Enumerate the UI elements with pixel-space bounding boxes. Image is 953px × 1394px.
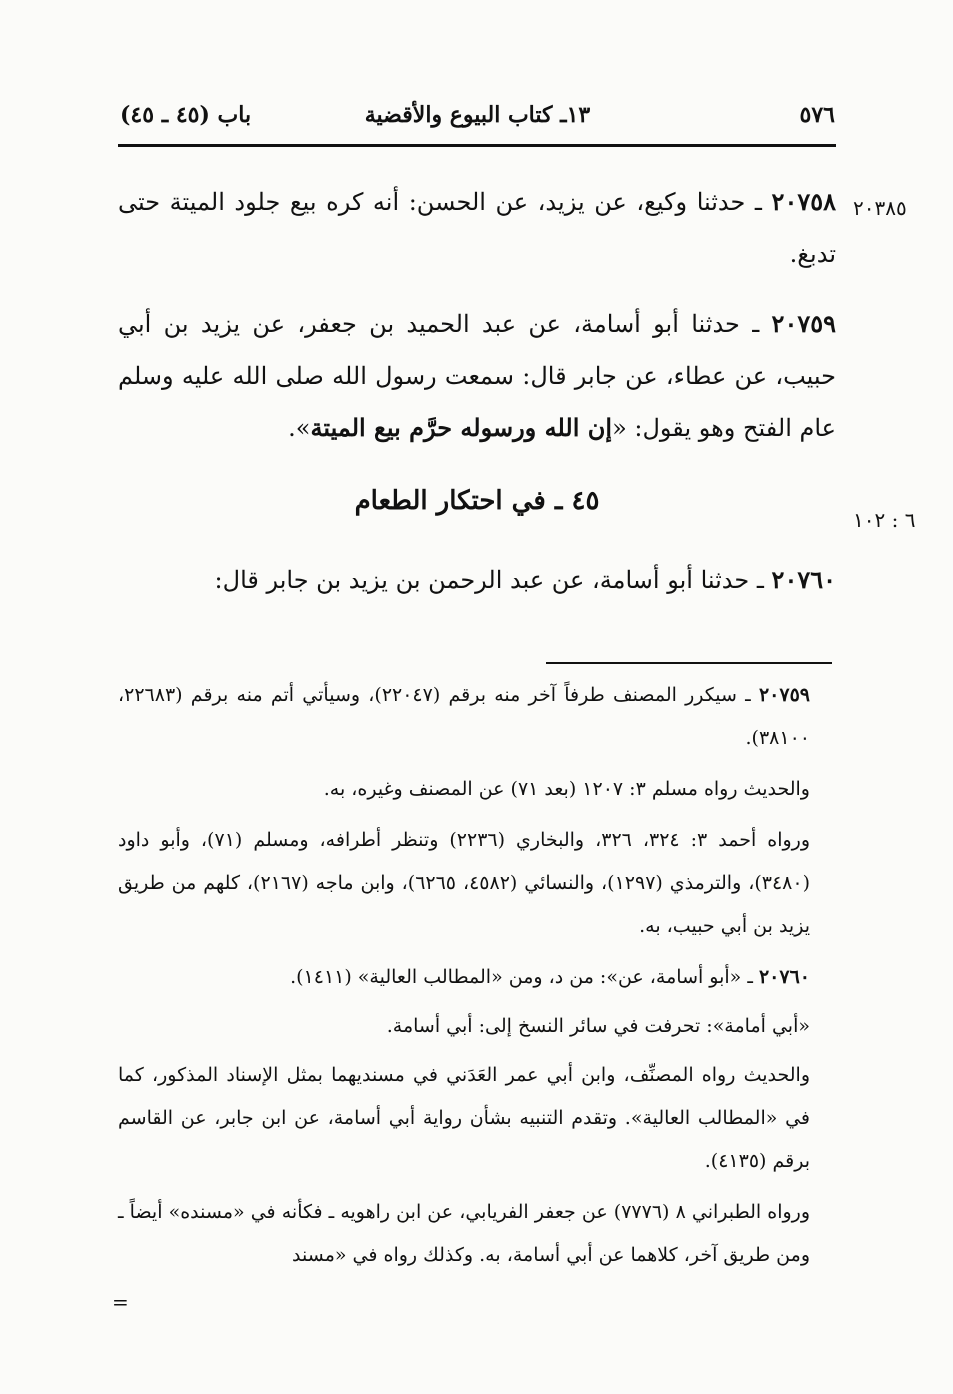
footnote-paragraph: ورواه الطبراني ٨ (٧٧٧٦) عن جعفر الفريابي، عن ابن راهويه ـ فكأنه في «مسنده» أيضاً ـ ومن طريق آخر، كلاهما عن أبي أسامة، به. وكذلك رواه في «مسند	[118, 1201, 811, 1266]
hadith-text: ـ حدثنا وكيع، عن يزيد، عن الحسن: أنه كره بيع جلود الميتة حتى تدبغ.	[118, 188, 836, 268]
footnote-paragraph	[118, 674, 836, 760]
footnote-paragraph: والحديث رواه مسلم ٣: ١٢٠٧ (بعد ٧١) عن المصنف وغيره، به.	[323, 778, 810, 800]
margin-reference-1: ٢٠٣٨٥	[853, 196, 907, 220]
hadith-paragraph	[118, 298, 836, 454]
footnote-paragraph: والحديث رواه المصنِّف، وابن أبي عمر العَدَني في مسنديهما بمثل الإسناد المذكور، كما في «المطالب العالية». وتقدم التنبيه بشأن رواية أبي أسامة، عن ابن جابر، عن القاسم برقم (٤١٣٥).	[118, 1064, 810, 1172]
hadith-number: ٢٠٧٦٠	[771, 565, 836, 594]
footnote-number: ٢٠٧٥٩	[758, 684, 810, 706]
footnote-text: ـ سيكرر المصنف طرفاً آخر منه برقم (٢٢٠٤٧)، وسيأتي أتم منه برقم (٢٢٦٨٣، ٣٨١٠٠).	[118, 684, 810, 749]
page-header	[120, 96, 835, 140]
margin-reference-2: ٦ : ١٠٢	[853, 508, 916, 532]
footnote-paragraph: «أبي أمامة»: تحرفت في سائر النسخ إلى: أبي أسامة.	[386, 1015, 810, 1037]
hadith-number: ٢٠٧٥٩	[771, 309, 836, 338]
section-title: ٤٥ ـ في احتكار الطعام	[354, 486, 600, 516]
footnote-separator	[546, 662, 832, 664]
footnote-paragraph: ورواه أحمد ٣: ٣٢٤، ٣٢٦، والبخاري (٢٢٣٦) وتنظر أطرافه، ومسلم (٧١)، وأبو داود (٣٤٨٠)، والترمذي (١٢٩٧)، والنسائي (٤٥٨٢، ٦٢٦٥)، وابن ماجه (٢١٦٧)، كلهم من طريق يزيد بن أبي حبيب، به.	[118, 829, 811, 937]
hadith-paragraph	[118, 176, 836, 280]
book-title: ١٣ـ كتاب البيوع والأقضية	[364, 102, 591, 128]
hadith-20760	[118, 554, 836, 606]
hadith-text: ـ حدثنا أبو أسامة، عن عبد الرحمن بن يزيد بن جابر قال:	[214, 566, 764, 594]
footnotes	[118, 674, 836, 1277]
hadith-paragraph	[118, 554, 836, 606]
footnote-paragraph	[118, 956, 836, 999]
page-number: ٥٧٦	[799, 102, 835, 128]
footnote-number: ٢٠٧٦٠	[758, 966, 810, 988]
footnote-text: ـ «أبو أسامة، عن»: من د، ومن «المطالب العالية» (١٤١١).	[290, 966, 753, 988]
chapter-reference: باب (٤٥ ـ ٤٥)	[120, 102, 252, 128]
hadith-20758	[118, 176, 836, 280]
header-rule	[118, 144, 836, 147]
hadith-text: ـ حدثنا أبو أسامة، عن عبد الحميد بن جعفر، عن يزيد بن أبي حبيب، عن عطاء، عن جابر قال: سمعت رسول الله صلى الله عليه وسلم عام الفتح وهو يقول: «	[118, 310, 836, 442]
hadith-quote-end: ».	[288, 414, 311, 442]
continuation-mark: =	[112, 1290, 129, 1314]
hadith-number: ٢٠٧٥٨	[771, 187, 836, 216]
hadith-quote: إن الله ورسوله حرَّم بيع الميتة	[310, 413, 613, 442]
hadith-20759	[118, 298, 836, 454]
